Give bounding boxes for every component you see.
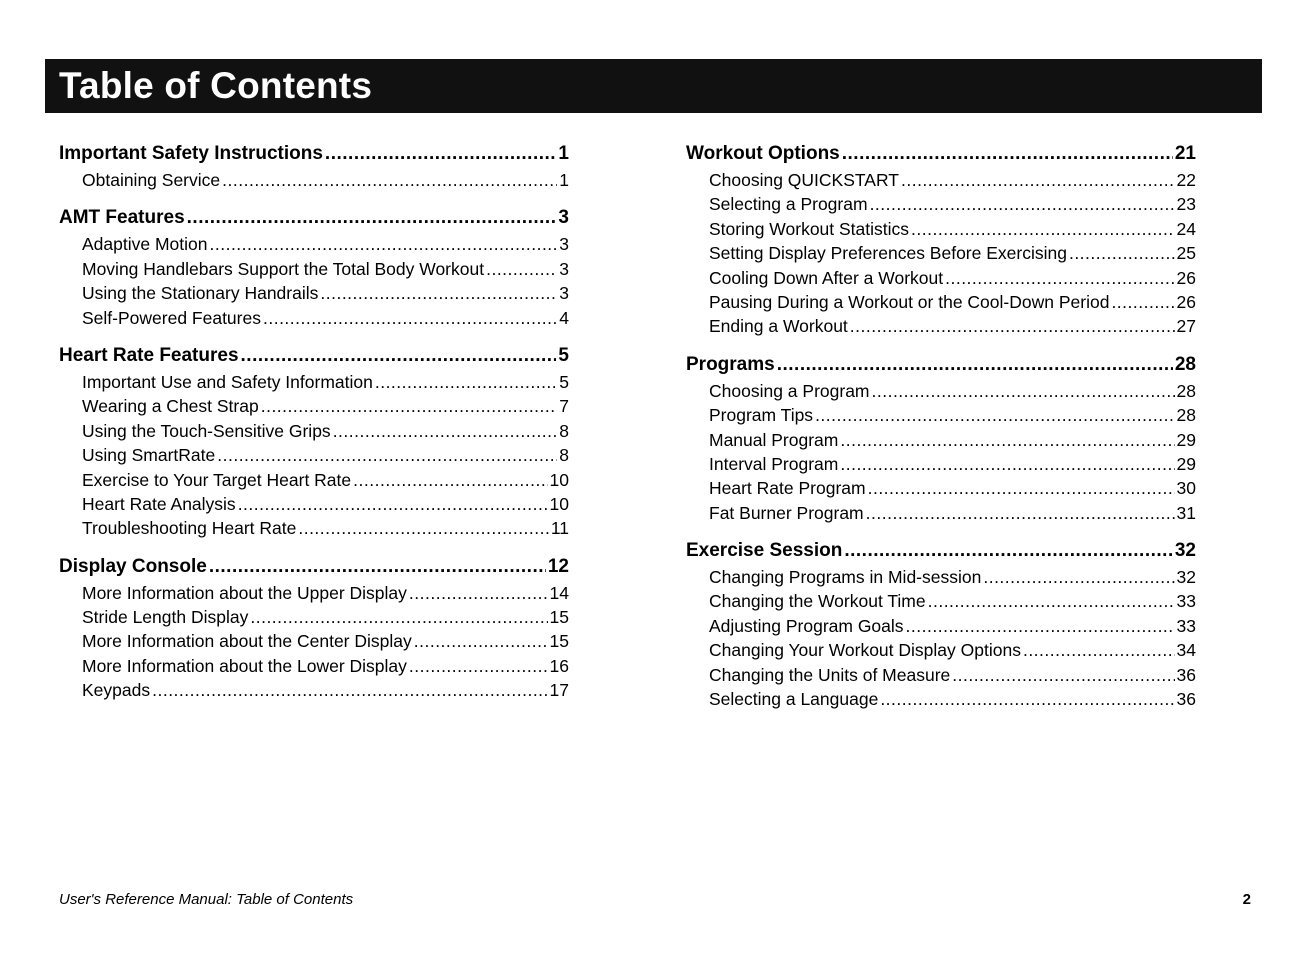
toc-entry-page: 3 bbox=[559, 283, 569, 304]
dot-leader bbox=[840, 428, 1174, 452]
toc-entry-label: Using the Touch-Sensitive Grips bbox=[82, 420, 331, 441]
toc-entry[interactable] bbox=[686, 192, 1196, 216]
toc-entry-label: Choosing QUICKSTART bbox=[709, 170, 899, 190]
toc-entry-label: Using the Stationary Handrails bbox=[82, 283, 319, 304]
toc-entry-label: Storing Workout Statistics bbox=[709, 218, 910, 239]
toc-entry-label: Changing the Workout Time bbox=[709, 591, 926, 612]
toc-entry[interactable] bbox=[59, 516, 569, 540]
toc-entry-label: More Information about the Upper Display bbox=[82, 582, 407, 603]
dot-leader bbox=[241, 342, 557, 370]
toc-entry-page: 27 bbox=[1176, 316, 1196, 337]
toc-entry-page: 4 bbox=[559, 307, 569, 328]
toc-entry-label: Heart Rate Program bbox=[709, 478, 866, 499]
toc-entry-page: 14 bbox=[549, 582, 569, 603]
dot-leader bbox=[901, 168, 1175, 192]
toc-section-heading[interactable] bbox=[59, 204, 569, 232]
title-bar bbox=[45, 59, 1262, 113]
toc-entry-label: Changing the Units of Measure bbox=[709, 664, 951, 685]
toc-entry[interactable] bbox=[686, 452, 1196, 476]
dot-leader bbox=[872, 379, 1175, 403]
dot-leader bbox=[222, 168, 557, 192]
toc-entry[interactable] bbox=[686, 614, 1196, 638]
dot-leader bbox=[945, 266, 1174, 290]
toc-entry-page: 8 bbox=[559, 420, 569, 441]
toc-section-heading-page: 3 bbox=[558, 207, 569, 229]
toc-entry[interactable] bbox=[59, 468, 569, 492]
toc-entry-page: 3 bbox=[559, 234, 569, 255]
toc-entry-label: Obtaining Service bbox=[82, 170, 221, 190]
toc-entry-page: 11 bbox=[550, 518, 569, 539]
dot-leader bbox=[261, 394, 558, 418]
toc-column-left bbox=[59, 140, 569, 715]
dot-leader bbox=[298, 516, 548, 540]
toc-section-heading-page: 28 bbox=[1174, 353, 1196, 375]
toc-entry-label: Changing Your Workout Display Options bbox=[709, 640, 1021, 661]
dot-leader bbox=[152, 678, 547, 702]
dot-leader bbox=[210, 232, 558, 256]
dot-leader bbox=[320, 281, 557, 305]
dot-leader bbox=[409, 654, 548, 678]
dot-leader bbox=[866, 501, 1175, 525]
toc-entry-page: 32 bbox=[1176, 567, 1196, 588]
toc-section-heading-label: Heart Rate Features bbox=[59, 344, 239, 366]
toc-section-heading[interactable] bbox=[686, 537, 1196, 565]
toc-entry[interactable] bbox=[686, 217, 1196, 241]
toc-entry[interactable] bbox=[686, 314, 1196, 338]
dot-leader bbox=[375, 370, 557, 394]
toc-entry[interactable] bbox=[686, 476, 1196, 500]
dot-leader bbox=[906, 614, 1175, 638]
toc-entry[interactable] bbox=[59, 492, 569, 516]
toc-entry[interactable] bbox=[59, 419, 569, 443]
toc-section-heading-label: Important Safety Instructions bbox=[59, 143, 323, 164]
dot-leader bbox=[952, 663, 1174, 687]
toc-entry-page: 29 bbox=[1176, 429, 1196, 450]
dot-leader bbox=[187, 204, 557, 232]
toc-section bbox=[59, 553, 569, 703]
toc-entry[interactable] bbox=[59, 394, 569, 418]
toc-entry[interactable] bbox=[59, 605, 569, 629]
dot-leader bbox=[983, 565, 1174, 589]
toc-entry-label: Adjusting Program Goals bbox=[709, 615, 904, 636]
dot-leader bbox=[353, 468, 547, 492]
toc-section-heading[interactable] bbox=[59, 342, 569, 370]
dot-leader bbox=[238, 492, 548, 516]
toc-entry[interactable] bbox=[59, 168, 569, 192]
toc-section bbox=[59, 140, 569, 192]
toc-entry-page: 1 bbox=[559, 170, 569, 190]
toc-entry-label: Ending a Workout bbox=[709, 316, 848, 337]
toc-entry-page: 26 bbox=[1176, 267, 1196, 288]
toc-entry-page: 7 bbox=[559, 396, 569, 417]
dot-leader bbox=[486, 257, 557, 281]
toc-section-heading-label: Exercise Session bbox=[686, 540, 843, 562]
toc-entry-label: Program Tips bbox=[709, 405, 814, 426]
toc-entry[interactable] bbox=[59, 281, 569, 305]
dot-leader bbox=[209, 553, 546, 581]
page-title: Table of Contents bbox=[59, 65, 373, 106]
dot-leader bbox=[1023, 638, 1175, 662]
dot-leader bbox=[850, 314, 1175, 338]
dot-leader bbox=[250, 605, 547, 629]
toc-column-right bbox=[686, 140, 1196, 723]
toc-entry[interactable] bbox=[59, 232, 569, 256]
toc-entry-page: 28 bbox=[1176, 380, 1196, 401]
toc-entry-page: 10 bbox=[549, 493, 569, 514]
toc-section bbox=[59, 204, 569, 330]
toc-entry-page: 24 bbox=[1176, 218, 1196, 239]
toc-entry[interactable] bbox=[686, 241, 1196, 265]
toc-entry-page: 23 bbox=[1176, 194, 1196, 215]
toc-entry[interactable] bbox=[59, 581, 569, 605]
toc-entry[interactable] bbox=[59, 678, 569, 702]
toc-entry[interactable] bbox=[686, 168, 1196, 192]
toc-entry[interactable] bbox=[59, 629, 569, 653]
toc-entry-label: More Information about the Center Display bbox=[82, 631, 412, 652]
toc-entry[interactable] bbox=[686, 565, 1196, 589]
toc-entry-page: 16 bbox=[549, 655, 569, 676]
toc-entry[interactable] bbox=[686, 501, 1196, 525]
toc-section bbox=[686, 351, 1196, 525]
toc-entry-label: Manual Program bbox=[709, 429, 839, 450]
toc-section bbox=[59, 342, 569, 541]
dot-leader bbox=[880, 687, 1174, 711]
toc-entry-page: 28 bbox=[1176, 405, 1196, 426]
dot-leader bbox=[325, 140, 557, 168]
toc-section bbox=[686, 537, 1196, 711]
toc-entry-label: Choosing a Program bbox=[709, 380, 870, 401]
toc-entry-label: Stride Length Display bbox=[82, 607, 249, 628]
toc-entry-page: 36 bbox=[1176, 689, 1196, 710]
footer-page-number: 2 bbox=[1242, 891, 1251, 908]
toc-section bbox=[686, 140, 1196, 339]
toc-entry[interactable] bbox=[686, 663, 1196, 687]
toc-entry-label: Wearing a Chest Strap bbox=[82, 396, 259, 417]
toc-entry-label: Troubleshooting Heart Rate bbox=[82, 518, 297, 539]
toc-entry[interactable] bbox=[686, 428, 1196, 452]
toc-entry-page: 25 bbox=[1176, 243, 1196, 264]
toc-entry-label: Setting Display Preferences Before Exercising bbox=[709, 243, 1067, 264]
toc-entry-page: 22 bbox=[1176, 170, 1196, 190]
toc-entry-page: 8 bbox=[559, 445, 569, 466]
toc-section-heading[interactable] bbox=[59, 553, 569, 581]
toc-entry-page: 3 bbox=[559, 258, 569, 279]
toc-section-heading-label: Workout Options bbox=[686, 143, 840, 164]
toc-entry[interactable] bbox=[686, 379, 1196, 403]
toc-entry-label: Exercise to Your Target Heart Rate bbox=[82, 469, 352, 490]
toc-entry-page: 5 bbox=[559, 371, 569, 392]
toc-entry-page: 10 bbox=[549, 469, 569, 490]
toc-entry-label: Self-Powered Features bbox=[82, 307, 261, 328]
toc-entry[interactable] bbox=[59, 370, 569, 394]
toc-section-heading-page: 1 bbox=[558, 143, 569, 164]
toc-entry-page: 17 bbox=[549, 680, 569, 701]
toc-entry[interactable] bbox=[686, 687, 1196, 711]
toc-entry-page: 15 bbox=[549, 631, 569, 652]
toc-entry[interactable] bbox=[686, 638, 1196, 662]
dot-leader bbox=[409, 581, 548, 605]
toc-entry[interactable] bbox=[686, 266, 1196, 290]
dot-leader bbox=[333, 419, 558, 443]
toc-entry-page: 34 bbox=[1176, 640, 1196, 661]
toc-section-heading-label: Programs bbox=[686, 353, 775, 375]
toc-entry-page: 15 bbox=[549, 607, 569, 628]
toc-entry-page: 33 bbox=[1176, 591, 1196, 612]
toc-entry[interactable] bbox=[59, 306, 569, 330]
dot-leader bbox=[842, 140, 1173, 168]
toc-entry[interactable] bbox=[59, 443, 569, 467]
dot-leader bbox=[911, 217, 1175, 241]
toc-entry[interactable] bbox=[686, 589, 1196, 613]
toc-entry-label: Cooling Down After a Workout bbox=[709, 267, 944, 288]
toc-entry-label: Pausing During a Workout or the Cool-Down Period bbox=[709, 291, 1110, 312]
dot-leader bbox=[1111, 290, 1174, 314]
toc-entry[interactable] bbox=[686, 403, 1196, 427]
toc-section-heading-page: 32 bbox=[1174, 540, 1196, 562]
toc-entry-label: Heart Rate Analysis bbox=[82, 493, 236, 514]
dot-leader bbox=[840, 452, 1174, 476]
toc-entry-label: Changing Programs in Mid-session bbox=[709, 567, 982, 588]
dot-leader bbox=[263, 306, 557, 330]
dot-leader bbox=[777, 351, 1173, 379]
dot-leader bbox=[217, 443, 557, 467]
toc-entry-label: Moving Handlebars Support the Total Body Workout bbox=[82, 258, 485, 279]
toc-entry-page: 30 bbox=[1176, 478, 1196, 499]
toc-section-heading-page: 21 bbox=[1174, 143, 1196, 164]
dot-leader bbox=[844, 537, 1173, 565]
toc-entry-label: More Information about the Lower Display bbox=[82, 655, 407, 676]
footer-title: User's Reference Manual: Table of Contents bbox=[59, 891, 354, 908]
toc-entry-label: Selecting a Language bbox=[709, 689, 879, 710]
toc-entry-page: 29 bbox=[1176, 453, 1196, 474]
toc-section-heading-label: Display Console bbox=[59, 555, 207, 577]
dot-leader bbox=[928, 589, 1175, 613]
dot-leader bbox=[815, 403, 1174, 427]
toc-entry[interactable] bbox=[59, 257, 569, 281]
dot-leader bbox=[868, 476, 1175, 500]
toc-entry-label: Keypads bbox=[82, 680, 151, 701]
toc-section-heading-page: 12 bbox=[547, 555, 569, 577]
toc-section-heading[interactable] bbox=[59, 140, 569, 168]
toc-entry-label: Important Use and Safety Information bbox=[82, 371, 373, 392]
toc-entry-label: Selecting a Program bbox=[709, 194, 868, 215]
toc-entry-page: 33 bbox=[1176, 615, 1196, 636]
toc-entry-page: 36 bbox=[1176, 664, 1196, 685]
toc-entry[interactable] bbox=[59, 654, 569, 678]
toc-entry-page: 31 bbox=[1176, 502, 1196, 523]
toc-entry-label: Interval Program bbox=[709, 453, 839, 474]
toc-entry[interactable] bbox=[686, 290, 1196, 314]
toc-section-heading[interactable] bbox=[686, 351, 1196, 379]
toc-entry-label: Fat Burner Program bbox=[709, 502, 864, 523]
toc-section-heading[interactable] bbox=[686, 140, 1196, 168]
dot-leader bbox=[1069, 241, 1175, 265]
toc-entry-page: 26 bbox=[1176, 291, 1196, 312]
toc-entry-label: Using SmartRate bbox=[82, 445, 216, 466]
toc-section-heading-label: AMT Features bbox=[59, 207, 185, 229]
toc-entry-label: Adaptive Motion bbox=[82, 234, 208, 255]
dot-leader bbox=[870, 192, 1175, 216]
dot-leader bbox=[414, 629, 548, 653]
toc-section-heading-page: 5 bbox=[558, 344, 569, 366]
